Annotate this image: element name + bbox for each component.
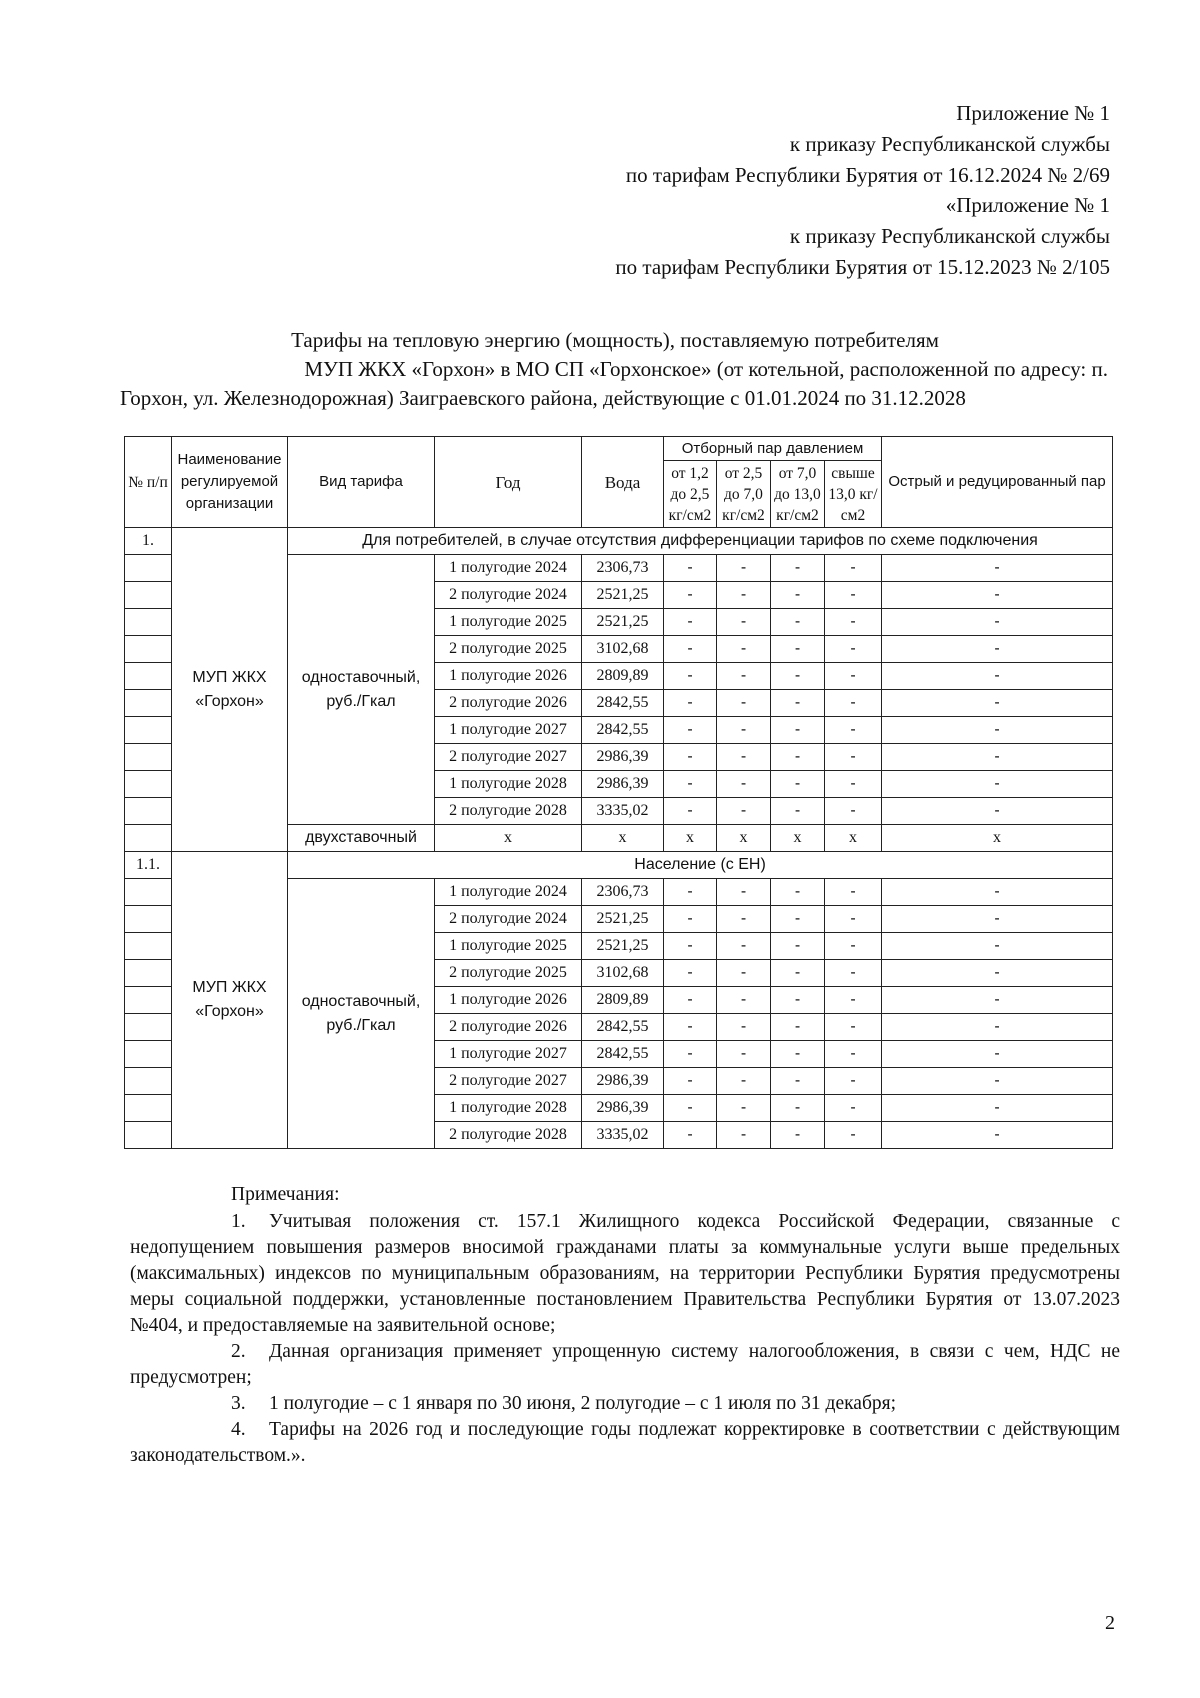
sharp-steam-cell: - [882, 636, 1113, 663]
steam-2-cell: - [717, 1122, 771, 1149]
steam-4-cell: - [825, 1095, 882, 1122]
section-1-kind: одноставочный, руб./Гкал [288, 555, 435, 825]
sharp-steam-cell: - [882, 1014, 1113, 1041]
sharp-steam-cell: - [882, 717, 1113, 744]
steam-2-cell: - [717, 717, 771, 744]
year-cell: 2 полугодие 2025 [435, 960, 582, 987]
steam-4-cell: - [825, 879, 882, 906]
water-value-cell: 2842,55 [582, 1014, 664, 1041]
steam-2-cell: - [717, 1095, 771, 1122]
year-cell: 1 полугодие 2026 [435, 663, 582, 690]
steam-4-cell: - [825, 717, 882, 744]
steam-2-cell: - [717, 879, 771, 906]
steam-2-cell: - [717, 663, 771, 690]
note-number: 4. [231, 1419, 246, 1440]
steam-3-cell: - [771, 609, 825, 636]
water-value-cell: 2521,25 [582, 906, 664, 933]
steam-4-cell: - [825, 1014, 882, 1041]
header-sharp-steam: Острый и редуцированный пар [882, 437, 1113, 528]
row-num-cell [125, 663, 172, 690]
steam-2-cell: - [717, 771, 771, 798]
steam-1-cell: - [664, 744, 717, 771]
steam-1-cell: - [664, 1095, 717, 1122]
row-num-cell [125, 690, 172, 717]
row-num-cell [125, 1068, 172, 1095]
year-cell: 2 полугодие 2028 [435, 798, 582, 825]
note-text: Учитывая положения ст. 157.1 Жилищного кодекса Российской Федерации, связанные с недопущением повышения размеров вносимой гражданами платы за коммунальные услуги выше предельных (максимальных) индексов по муниципальным образованиям, на территории Республики Бурятия предусмотрены меры социальной поддержки, установленные постановлением Правительства Республики Бурятия от 13.07.2023 №404, и предоставляемые на заявительной основе; [130, 1211, 1120, 1336]
steam-2-cell: - [717, 987, 771, 1014]
sharp-steam-cell: - [882, 987, 1113, 1014]
row-num-cell [125, 1095, 172, 1122]
row-num-cell [125, 636, 172, 663]
header-steam-3: от 7,0 до 13,0 кг/см2 [771, 461, 825, 528]
steam-1-cell: - [664, 933, 717, 960]
year-cell: 1 полугодие 2024 [435, 879, 582, 906]
row-num-cell [125, 582, 172, 609]
water-value-cell: 2842,55 [582, 690, 664, 717]
section-1-label: Для потребителей, в случае отсутствия дифференциации тарифов по схеме подключения [288, 528, 1113, 555]
steam-2-cell: - [717, 609, 771, 636]
steam-1-cell: - [664, 582, 717, 609]
steam-4-cell: - [825, 960, 882, 987]
steam-1-cell: - [664, 798, 717, 825]
steam-1-cell: - [664, 987, 717, 1014]
steam-1-cell: - [664, 960, 717, 987]
steam-4-cell: - [825, 906, 882, 933]
steam-4-cell: - [825, 582, 882, 609]
steam-3-cell: - [771, 879, 825, 906]
sharp-steam-cell: - [882, 906, 1113, 933]
year-cell: 1 полугодие 2028 [435, 1095, 582, 1122]
steam-2-cell: x [717, 825, 771, 852]
row-num-cell [125, 1014, 172, 1041]
year-cell: x [435, 825, 582, 852]
year-cell: 2 полугодие 2028 [435, 1122, 582, 1149]
section-2-number: 1.1. [125, 852, 172, 879]
steam-4-cell: - [825, 798, 882, 825]
note-text: Данная организация применяет упрощенную систему налогообложения, в связи с чем, НДС не предусмотрен; [130, 1341, 1120, 1388]
row-num-cell [125, 933, 172, 960]
row-num-cell [125, 1041, 172, 1068]
row-num-cell [125, 906, 172, 933]
steam-3-cell: - [771, 663, 825, 690]
note-number: 3. [231, 1393, 246, 1414]
year-cell: 2 полугодие 2027 [435, 744, 582, 771]
steam-1-cell: - [664, 555, 717, 582]
steam-2-cell: - [717, 1068, 771, 1095]
tariff-table [124, 436, 1113, 1149]
appendix-current-line3: по тарифам Республики Бурятия от 16.12.2024 № 2/69 [625, 163, 1110, 187]
sharp-steam-cell: - [882, 798, 1113, 825]
water-value-cell: 3102,68 [582, 636, 664, 663]
sharp-steam-cell: - [882, 1041, 1113, 1068]
sharp-steam-cell: - [882, 933, 1113, 960]
header-steam-1: от 1,2 до 2,5 кг/см2 [664, 461, 717, 528]
steam-3-cell: - [771, 582, 825, 609]
steam-2-cell: - [717, 798, 771, 825]
note-text: 1 полугодие – с 1 января по 30 июня, 2 полугодие – с 1 июля по 31 декабря; [269, 1393, 896, 1414]
water-value-cell: 3335,02 [582, 1122, 664, 1149]
steam-3-cell: - [771, 690, 825, 717]
steam-1-cell: - [664, 906, 717, 933]
water-value-cell: 3102,68 [582, 960, 664, 987]
header-num: № п/п [125, 437, 172, 528]
steam-1-cell: - [664, 1122, 717, 1149]
steam-4-cell: - [825, 609, 882, 636]
water-value-cell: 2986,39 [582, 771, 664, 798]
appendix-previous-line2: к приказу Республиканской службы [789, 224, 1110, 248]
table-section-1 [125, 528, 1113, 852]
title-line1: Тарифы на тепловую энергию (мощность), поставляемую потребителям [291, 328, 939, 352]
section-2-label: Население (с ЕН) [288, 852, 1113, 879]
year-cell: 2 полугодие 2026 [435, 690, 582, 717]
water-value-cell: 2306,73 [582, 879, 664, 906]
year-cell: 2 полугодие 2026 [435, 1014, 582, 1041]
year-cell: 1 полугодие 2027 [435, 717, 582, 744]
water-value-cell: 2842,55 [582, 1041, 664, 1068]
sharp-steam-cell: - [882, 1068, 1113, 1095]
appendix-previous-line1: «Приложение № 1 [945, 193, 1110, 217]
page-number: 2 [1105, 1612, 1115, 1634]
two-part-kind: двухставочный [288, 825, 435, 852]
steam-2-cell: - [717, 1014, 771, 1041]
year-cell: 2 полугодие 2025 [435, 636, 582, 663]
steam-2-cell: - [717, 636, 771, 663]
row-num-cell [125, 1122, 172, 1149]
water-value-cell: 3335,02 [582, 798, 664, 825]
steam-2-cell: - [717, 960, 771, 987]
steam-2-cell: - [717, 582, 771, 609]
header-steam-4: свыше 13,0 кг/см2 [825, 461, 882, 528]
note-item [130, 1209, 1120, 1339]
notes-section [130, 1182, 1120, 1469]
row-num-cell [125, 987, 172, 1014]
sharp-steam-cell: - [882, 879, 1113, 906]
steam-4-cell: - [825, 555, 882, 582]
note-text: Тарифы на 2026 год и последующие годы подлежат корректировке в соответствии с действующим законодательством.». [130, 1419, 1120, 1466]
header-water: Вода [582, 437, 664, 528]
row-num-cell [125, 771, 172, 798]
appendix-previous-line3: по тарифам Республики Бурятия от 15.12.2023 № 2/105 [615, 255, 1110, 279]
appendix-current-header [626, 98, 1110, 191]
row-num-cell [125, 717, 172, 744]
water-value-cell: 2521,25 [582, 933, 664, 960]
year-cell: 1 полугодие 2026 [435, 987, 582, 1014]
section-1-org: МУП ЖКХ «Горхон» [172, 528, 288, 852]
steam-3-cell: - [771, 636, 825, 663]
water-value-cell: 2521,25 [582, 609, 664, 636]
water-value-cell: 2986,39 [582, 744, 664, 771]
year-cell: 1 полугодие 2028 [435, 771, 582, 798]
appendix-current-line1: Приложение № 1 [956, 101, 1110, 125]
steam-3-cell: - [771, 555, 825, 582]
steam-4-cell: - [825, 1041, 882, 1068]
steam-3-cell: - [771, 1068, 825, 1095]
steam-1-cell: - [664, 690, 717, 717]
sharp-steam-cell: x [882, 825, 1113, 852]
water-value-cell: x [582, 825, 664, 852]
water-value-cell: 2521,25 [582, 582, 664, 609]
note-item [130, 1339, 1120, 1391]
year-cell: 2 полугодие 2024 [435, 906, 582, 933]
row-num-cell [125, 609, 172, 636]
steam-3-cell: - [771, 1041, 825, 1068]
row-num-cell [125, 825, 172, 852]
steam-3-cell: x [771, 825, 825, 852]
steam-4-cell: - [825, 933, 882, 960]
document-title [120, 326, 1110, 413]
steam-1-cell: - [664, 1014, 717, 1041]
header-steam-group: Отборный пар давлением [664, 437, 882, 461]
steam-4-cell: - [825, 744, 882, 771]
sharp-steam-cell: - [882, 960, 1113, 987]
row-num-cell [125, 960, 172, 987]
section-2-heading-row [125, 852, 1113, 879]
note-number: 1. [231, 1211, 246, 1232]
steam-4-cell: - [825, 636, 882, 663]
sharp-steam-cell: - [882, 582, 1113, 609]
water-value-cell: 2306,73 [582, 555, 664, 582]
steam-3-cell: - [771, 960, 825, 987]
steam-1-cell: - [664, 663, 717, 690]
header-year: Год [435, 437, 582, 528]
header-steam-2: от 2,5 до 7,0 кг/см2 [717, 461, 771, 528]
year-cell: 1 полугодие 2025 [435, 933, 582, 960]
steam-3-cell: - [771, 1014, 825, 1041]
steam-4-cell: - [825, 771, 882, 798]
sharp-steam-cell: - [882, 609, 1113, 636]
sharp-steam-cell: - [882, 663, 1113, 690]
row-num-cell [125, 744, 172, 771]
appendix-current-line2: к приказу Республиканской службы [789, 132, 1110, 156]
steam-1-cell: - [664, 1068, 717, 1095]
header-kind: Вид тарифа [288, 437, 435, 528]
steam-2-cell: - [717, 744, 771, 771]
steam-2-cell: - [717, 1041, 771, 1068]
section-2-org: МУП ЖКХ «Горхон» [172, 852, 288, 1149]
steam-2-cell: - [717, 690, 771, 717]
steam-3-cell: - [771, 717, 825, 744]
steam-4-cell: - [825, 1068, 882, 1095]
note-item [130, 1391, 1120, 1417]
note-number: 2. [231, 1341, 246, 1362]
sharp-steam-cell: - [882, 555, 1113, 582]
section-2-kind: одноставочный, руб./Гкал [288, 879, 435, 1149]
steam-1-cell: x [664, 825, 717, 852]
water-value-cell: 2986,39 [582, 1095, 664, 1122]
year-cell: 1 полугодие 2024 [435, 555, 582, 582]
appendix-previous-header [615, 190, 1110, 283]
steam-3-cell: - [771, 906, 825, 933]
row-num-cell [125, 798, 172, 825]
section-1-number: 1. [125, 528, 172, 555]
steam-1-cell: - [664, 717, 717, 744]
steam-2-cell: - [717, 555, 771, 582]
notes-title: Примечания: [231, 1184, 340, 1205]
year-cell: 2 полугодие 2024 [435, 582, 582, 609]
note-item [130, 1417, 1120, 1469]
sharp-steam-cell: - [882, 771, 1113, 798]
sharp-steam-cell: - [882, 744, 1113, 771]
steam-3-cell: - [771, 771, 825, 798]
steam-1-cell: - [664, 1041, 717, 1068]
year-cell: 2 полугодие 2027 [435, 1068, 582, 1095]
steam-3-cell: - [771, 744, 825, 771]
steam-1-cell: - [664, 879, 717, 906]
steam-4-cell: - [825, 987, 882, 1014]
steam-4-cell: x [825, 825, 882, 852]
steam-1-cell: - [664, 636, 717, 663]
section-1-heading-row [125, 528, 1113, 555]
steam-1-cell: - [664, 771, 717, 798]
steam-3-cell: - [771, 1095, 825, 1122]
steam-4-cell: - [825, 663, 882, 690]
row-num-cell [125, 555, 172, 582]
sharp-steam-cell: - [882, 1122, 1113, 1149]
water-value-cell: 2986,39 [582, 1068, 664, 1095]
sharp-steam-cell: - [882, 690, 1113, 717]
water-value-cell: 2842,55 [582, 717, 664, 744]
steam-4-cell: - [825, 1122, 882, 1149]
steam-4-cell: - [825, 690, 882, 717]
title-line3: Горхон, ул. Железнодорожная) Заиграевского района, действующие с 01.01.2024 по 31.12.2028 [120, 386, 966, 410]
year-cell: 1 полугодие 2027 [435, 1041, 582, 1068]
water-value-cell: 2809,89 [582, 663, 664, 690]
row-num-cell [125, 879, 172, 906]
steam-3-cell: - [771, 798, 825, 825]
year-cell: 1 полугодие 2025 [435, 609, 582, 636]
steam-3-cell: - [771, 987, 825, 1014]
steam-2-cell: - [717, 906, 771, 933]
title-line2: МУП ЖКХ «Горхон» в МО СП «Горхонское» (от котельной, расположенной по адресу: п. [304, 357, 1108, 381]
steam-3-cell: - [771, 1122, 825, 1149]
sharp-steam-cell: - [882, 1095, 1113, 1122]
steam-3-cell: - [771, 933, 825, 960]
header-org: Наименование регулируемой организации [172, 437, 288, 528]
steam-1-cell: - [664, 609, 717, 636]
steam-2-cell: - [717, 933, 771, 960]
table-section-2 [125, 852, 1113, 1149]
water-value-cell: 2809,89 [582, 987, 664, 1014]
